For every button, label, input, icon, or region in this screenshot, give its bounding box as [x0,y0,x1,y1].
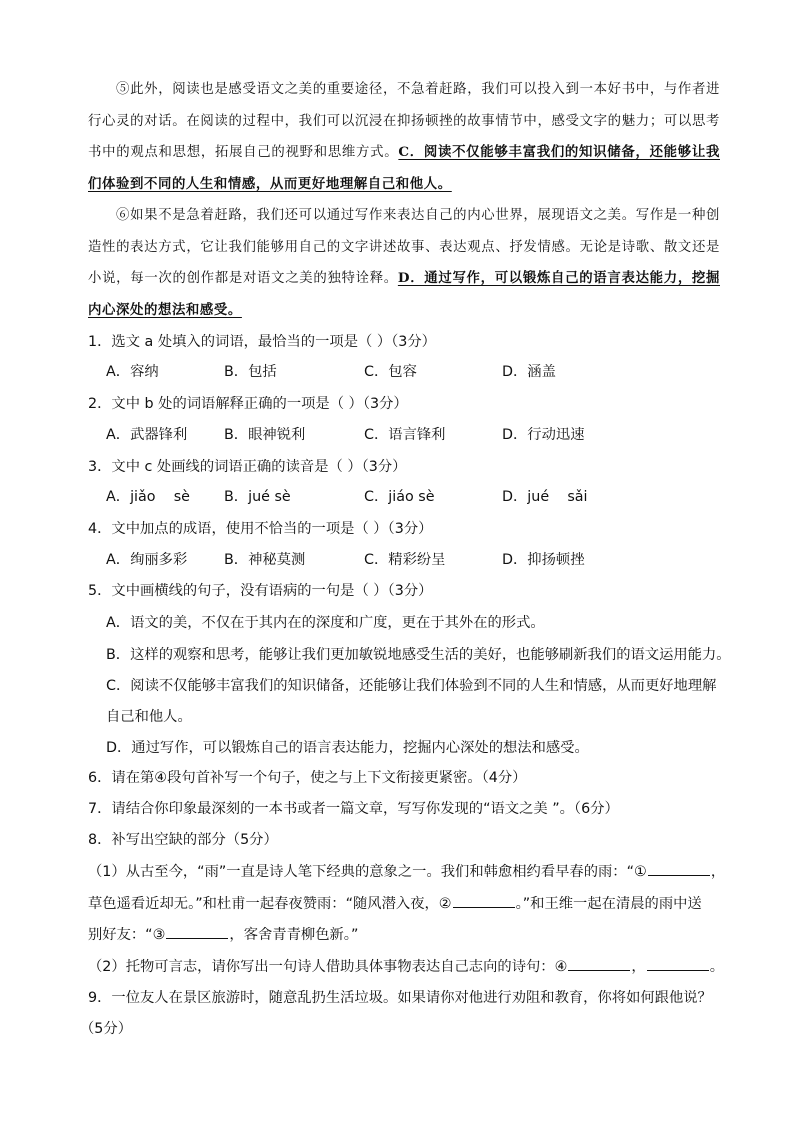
underlined-sentence-c: C．阅读不仅能够丰富我们的知识储备，还能够让我们体验到不同的人生和情感，从而更好地理解自己和他人。 [88,144,720,192]
question-5-option-d[interactable]: D．通过写作，可以锻炼自己的语言表达能力，挖掘内心深处的想法和感受。 [106,740,589,756]
question-2-options [106,425,726,445]
question-8-part-1-line-3: 别好友：“③ ，客舍青青柳色新。” [88,924,728,945]
option-c[interactable]: C．包容 [364,364,417,380]
option-c[interactable]: C．语言锋利 [364,427,446,443]
paragraph-5-text: ⑤此外，阅读也是感受语文之美的重要途径，不急着赶路，我们可以投入到一本好书中，与作者进行心灵的对话。在阅读的过程中，我们可以沉浸在抑扬顿挫的故事情节中，感受文字的魅力；可以思考书中的观点和思想，拓展自己的视野和思维方式。 [88,82,720,160]
question-5-stem: 5．文中画横线的句子，没有语病的一句是（ ）（3分） [88,583,433,599]
question-8-part-1-line-2: 草色遥看近却无。”和杜甫一起春夜赞雨：“随风潜入夜，② 。”和王维一起在清晨的雨中送 [88,893,728,914]
question-6: 6．请在第④段句首补写一个句子，使之与上下文衔接更紧密。（4分） [88,770,527,786]
answer-blank-2[interactable] [453,893,515,908]
question-5-option-b[interactable]: B．这样的观察和思考，能够让我们更加敏锐地感受生活的美好，也能够刷新我们的语文运用能力。 [106,647,731,663]
option-b[interactable]: B．包括 [224,364,277,380]
answer-blank-3[interactable] [166,924,228,939]
question-9-stem: 9．一位友人在景区旅游时，随意乱扔生活垃圾。如果请你对他进行劝阻和教育，你将如何跟他说？ [88,990,712,1006]
answer-blank-4a[interactable] [568,956,630,971]
question-1-options [106,362,726,382]
option-b[interactable]: B．眼神锐利 [224,427,306,443]
option-d[interactable]: D．涵盖 [502,364,556,380]
question-8-part-1-line-1: （1）从古至今，“雨”一直是诗人笔下经典的意象之一。我们和韩愈相约看早春的雨：“① ， [88,861,728,882]
question-8-part-2: （2）托物可言志，请你写出一句诗人借助具体事物表达自己志向的诗句：④ ， 。 [88,956,728,977]
option-a[interactable]: A．jiǎo sè [106,489,190,505]
question-4-options [106,550,726,570]
question-8-stem: 8．补写出空缺的部分（5分） [88,832,278,848]
option-c[interactable]: C．精彩纷呈 [364,552,446,568]
passage-paragraph-6 [88,200,720,326]
question-5-option-a[interactable]: A．语文的美，不仅在于其内在的深度和广度，更在于其外在的形式。 [106,615,545,631]
underlined-sentence-d: D．通过写作，可以锻炼自己的语言表达能力，挖掘内心深处的想法和感受。 [88,270,720,318]
question-7: 7．请结合你印象最深刻的一本书或者一篇文章，写写你发现的“语文之美 ”。（6分） [88,801,619,817]
option-a[interactable]: A．容纳 [106,364,159,380]
question-5-option-c[interactable]: C．阅读不仅能够丰富我们的知识储备，还能够让我们体验到不同的人生和情感，从而更好地理解 [106,678,717,694]
answer-blank-4b[interactable] [647,956,709,971]
question-3-options [106,487,726,507]
question-3-stem: 3．文中 c 处画线的词语正确的读音是（ ）（3分） [88,459,407,475]
question-9-score: （5分） [80,1021,132,1037]
option-b[interactable]: B．jué sè [224,489,291,505]
option-a[interactable]: A．武器锋利 [106,427,188,443]
option-d[interactable]: D．行动迅速 [502,427,585,443]
answer-blank-1[interactable] [648,861,710,876]
option-b[interactable]: B．神秘莫测 [224,552,306,568]
paragraph-6-text: ⑥如果不是急着赶路，我们还可以通过写作来表达自己的内心世界，展现语文之美。写作是一种创造性的表达方式，它让我们能够用自己的文字讲述故事、表达观点、抒发情感。无论是诗歌、散文还是小说，每一次的创作都是对语文之美的独特诠释。 [88,208,720,286]
option-d[interactable]: D．抑扬顿挫 [502,552,585,568]
option-d[interactable]: D．jué sǎi [502,489,588,505]
passage-paragraph-5 [88,74,720,200]
question-5-option-c-cont: 自己和他人。 [106,709,192,725]
option-c[interactable]: C．jiáo sè [364,489,435,505]
question-4-stem: 4．文中加点的成语，使用不恰当的一项是（ ）（3分） [88,521,433,537]
question-1-stem: 1．选文 a 处填入的词语，最恰当的一项是（ ）（3分） [88,334,436,350]
question-2-stem: 2．文中 b 处的词语解释正确的一项是（ ）（3分） [88,396,408,412]
option-a[interactable]: A．绚丽多彩 [106,552,188,568]
